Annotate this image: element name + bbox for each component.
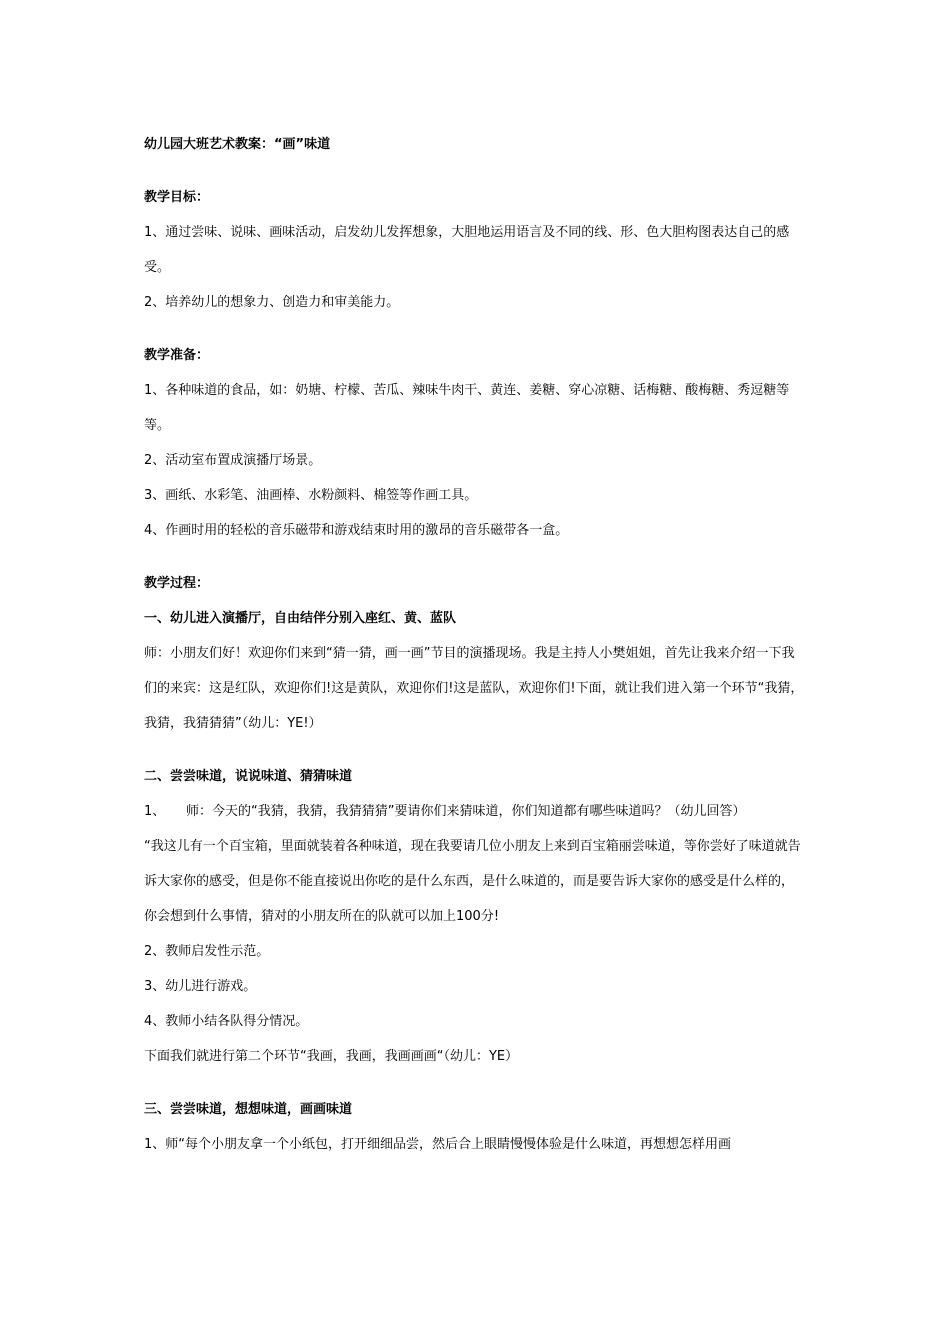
section2-item-1-number: 1、 — [144, 804, 166, 819]
section3-item-1: 1、师“每个小朋友拿一个小纸包，打开细细品尝，然后合上眼睛慢慢体验是什么味道，再想想怎样用画 — [144, 1137, 732, 1152]
section1-heading: 一、幼儿进入演播厅，自由结伴分别入座红、黄、蓝队 — [144, 611, 457, 626]
section2-quote: “我这儿有一个百宝箱，里面就装着各种味道，现在我要请几位小朋友上来到百宝箱丽尝味道，等你尝好了味道就告诉大家你的感受，但是你不能直接说出你吃的是什么东西，是什么味道的，而是要告诉大家你的感受是什么样的，你会想到什么事情，猜对的小朋友所在的队就可以加上100分! — [144, 839, 801, 924]
section2-item-1-text: 师：今天的“我猜，我猜，我猜猜猜”要请你们来猜味道，你们知道都有哪些味道吗？（幼儿回答） — [186, 804, 746, 819]
section2-item-2: 2、教师启发性示范。 — [144, 944, 270, 959]
section1-text: 师：小朋友们好！欢迎你们来到“猜一猜，画一画”节目的演播现场。我是主持人小樊姐姐，首先让我来介绍一下我们的来宾：这是红队，欢迎你们!这是黄队，欢迎你们!这是蓝队，欢迎你们!下面，就让我们进入第一个环节“我猜，我猜，我猜猜猜”（幼儿：YE!） — [144, 646, 804, 731]
section2-item-1 — [144, 794, 806, 829]
goals-heading: 教学目标： — [144, 190, 210, 205]
prep-item-1: 1、各种味道的食品，如：奶塘、柠檬、苦瓜、辣味牛肉干、黄连、姜糖、穿心凉糖、话梅糖、酸梅糖、秀逗糖等等。 — [144, 383, 790, 433]
section2-heading: 二、尝尝味道，说说味道、猜猜味道 — [144, 769, 353, 784]
goal-item-2: 2、培养幼儿的想象力、创造力和审美能力。 — [144, 295, 400, 310]
section2-transition: 下面我们就进行第二个环节“我画，我画，我画画画“（幼儿：YE） — [144, 1049, 519, 1064]
goal-item-1: 1、通过尝味、说味、画味活动，启发幼儿发挥想象，大胆地运用语言及不同的线、形、色大胆构图表达自己的感受。 — [144, 225, 790, 275]
document-body — [144, 127, 806, 1162]
document-title: 幼儿园大班艺术教案：“画”味道 — [144, 137, 331, 152]
process-heading: 教学过程： — [144, 576, 210, 591]
prep-item-3: 3、画纸、水彩笔、油画棒、水粉颜料、棉签等作画工具。 — [144, 488, 478, 503]
prep-heading: 教学准备： — [144, 348, 210, 363]
prep-item-4: 4、作画时用的轻松的音乐磁带和游戏结束时用的激昂的音乐磁带各一盒。 — [144, 523, 569, 538]
section2-item-4: 4、教师小结各队得分情况。 — [144, 1014, 309, 1029]
prep-item-2: 2、活动室布置成演播厅场景。 — [144, 453, 322, 468]
section3-heading: 三、尝尝味道，想想味道，画画味道 — [144, 1102, 353, 1117]
section2-item-3: 3、幼儿进行游戏。 — [144, 979, 257, 994]
